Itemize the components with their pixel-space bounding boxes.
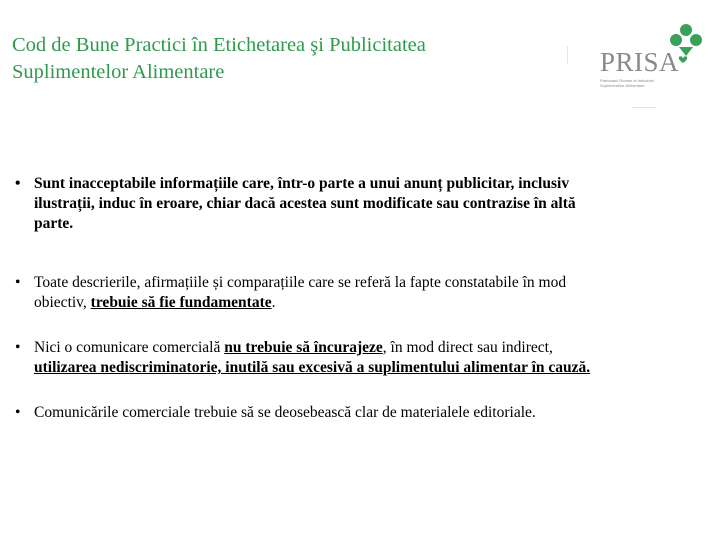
logo-subtitle-line-2: Suplimentelor Alimentare	[600, 83, 645, 88]
bullet-dot: •	[15, 404, 21, 421]
bullet-3-line-2	[34, 358, 702, 378]
bullet-2-line-2	[34, 293, 702, 313]
bullet-1-line-1: Sunt inacceptabile informațiile care, într-o parte a unui anunț publicitar, inclusiv	[34, 175, 570, 192]
prisa-logo	[586, 20, 704, 112]
slide-title	[12, 32, 572, 86]
bullet-dot: •	[15, 274, 21, 291]
bullet-1-line-2: ilustrații, induc în eroare, chiar dacă acestea sunt modificate sau contrazise în altă	[34, 195, 576, 212]
clover-heart-icon	[669, 20, 703, 68]
bullet-3-line-1-start: Nici o comunicare comercială	[34, 339, 225, 356]
slide-content	[12, 174, 702, 423]
slide-title-line-1: Cod de Bune Practici în Etichetarea şi Publicitatea	[12, 34, 426, 56]
bullet-3-emphasis: nu trebuie să încurajeze	[224, 339, 383, 356]
logo-divider	[567, 46, 568, 64]
bullet-4-line-1: Comunicările comerciale trebuie să se deosebească clar de materialele editoriale.	[34, 404, 536, 421]
bullet-item-2	[12, 273, 702, 313]
bullet-1-line-3: parte.	[34, 215, 74, 232]
bullet-item-4	[12, 403, 702, 423]
bullet-dot: •	[15, 339, 21, 356]
bullet-3-line-1	[34, 338, 702, 358]
logo-subtitle-line-1: Patronatul Român al Industriei	[600, 78, 654, 83]
logo-wordmark: PRISA	[600, 47, 680, 77]
bullet-3-line-1-end: , în mod direct sau indirect,	[382, 339, 553, 356]
bullet-item-3	[12, 338, 702, 378]
logo-subtitle	[600, 78, 680, 88]
bullet-2-emphasis: trebuie să fie fundamentate	[90, 294, 272, 311]
bullet-2-line-1: Toate descrierile, afirmațiile și comparațiile care se referă la fapte constatabile în mod	[34, 274, 567, 291]
bullet-2-line-2-start: obiectiv,	[34, 294, 91, 311]
bullet-3-line-2-text: utilizarea nediscriminatorie, inutilă sau excesivă a suplimentului alimentar în cauză.	[34, 359, 591, 376]
bullet-dot: •	[15, 175, 21, 192]
slide-title-line-2: Suplimentelor Alimentare	[12, 61, 225, 83]
bullet-2-line-2-end: .	[271, 294, 276, 311]
bullet-item-1	[12, 174, 702, 234]
